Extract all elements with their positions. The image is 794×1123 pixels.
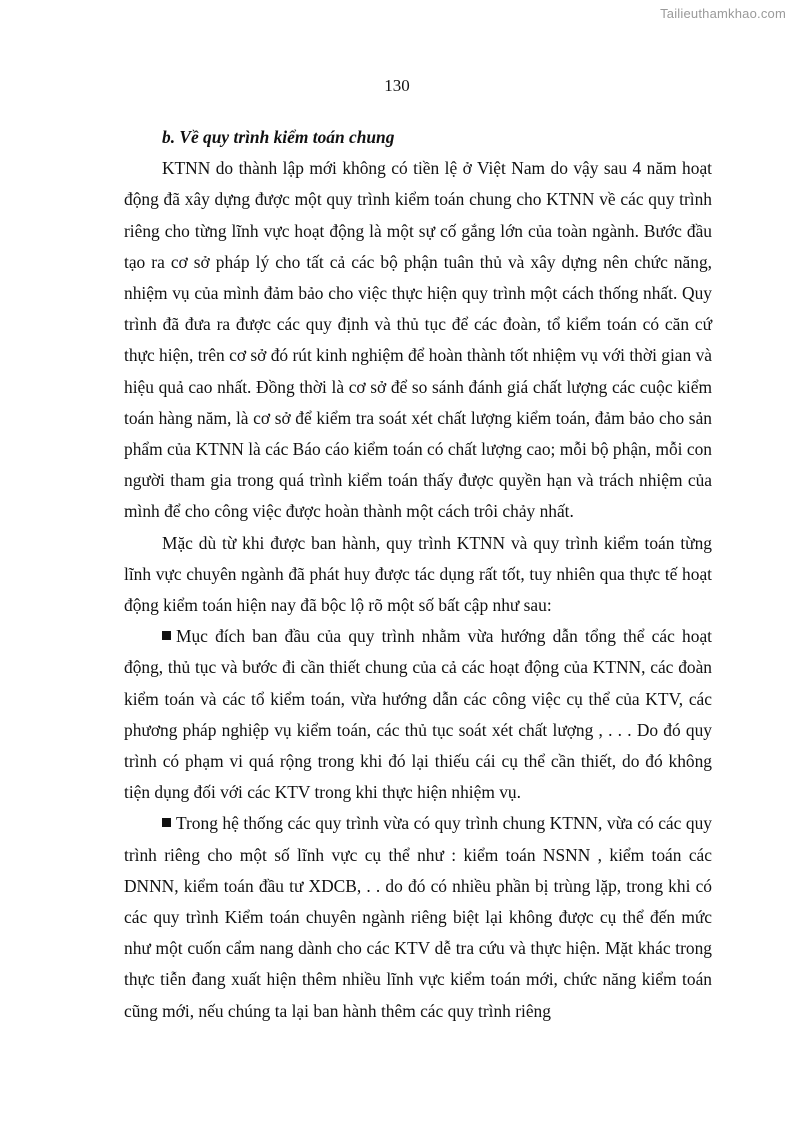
bullet-item xyxy=(124,808,712,1026)
bullet-text: Mục đích ban đầu của quy trình nhằm vừa hướng dẫn tổng thể các hoạt động, thủ tục và bước đi cần thiết chung của cả các hoạt động của KTNN, các đoàn kiểm toán và các tổ kiểm toán, vừa hướng dẫn các công việc cụ thể của KTV, các phương pháp nghiệp vụ kiểm toán, các thủ tục soát xét chất lượng , . . . Do đó quy trình có phạm vi quá rộng trong khi đó lại thiếu cái cụ thể cần thiết, do đó không tiện dụng đối với các KTV trong khi thực hiện nhiệm vụ. xyxy=(124,626,712,803)
section-heading: b. Về quy trình kiểm toán chung xyxy=(162,127,395,147)
watermark: Tailieuthamkhao.com xyxy=(660,6,786,21)
page-number: 130 xyxy=(384,76,410,95)
square-bullet-icon xyxy=(162,818,171,827)
bullet-item xyxy=(124,621,712,808)
paragraph: KTNN do thành lập mới không có tiền lệ ở Việt Nam do vậy sau 4 năm hoạt động đã xây dựng được một quy trình kiểm toán chung cho KTNN về các quy trình riêng cho từng lĩnh vực hoạt động là một sự cố gắng lớn của toàn ngành. Bước đầu tạo ra cơ sở pháp lý cho tất cả các bộ phận tuân thủ và xây dựng nên chức năng, nhiệm vụ của mình đảm bảo cho việc thực hiện quy trình một cách thống nhất. Quy trình đã đưa ra được các quy định và thủ tục để các đoàn, tổ kiểm toán có căn cứ thực hiện, trên cơ sở đó rút kinh nghiệm để hoàn thành tốt nhiệm vụ với thời gian và hiệu quả cao nhất. Đồng thời là cơ sở để so sánh đánh giá chất lượng các cuộc kiểm toán hàng năm, là cơ sở để kiểm tra soát xét chất lượng kiểm toán, đảm bảo cho sản phẩm của KTNN là các Báo cáo kiểm toán có chất lượng cao; mỗi bộ phận, mỗi con người tham gia trong quá trình kiểm toán thấy được quyền hạn và trách nhiệm của mình để cho công việc được hoàn thành một cách trôi chảy nhất. xyxy=(124,158,712,522)
document-body xyxy=(124,122,712,1027)
square-bullet-icon xyxy=(162,631,171,640)
bullet-text: Trong hệ thống các quy trình vừa có quy trình chung KTNN, vừa có các quy trình riêng cho một số lĩnh vực cụ thể như : kiểm toán NSNN , kiểm toán các DNNN, kiểm toán đầu tư XDCB, . . do đó có nhiều phần bị trùng lặp, trong khi có các quy trình Kiểm toán chuyên ngành riêng biệt lại không được cụ thể đến mức như một cuốn cẩm nang dành cho các KTV dễ tra cứu và thực hiện. Mặt khác trong thực tiễn đang xuất hiện thêm nhiều lĩnh vực kiểm toán mới, chức năng kiểm toán cũng mới, nếu chúng ta lại ban hành thêm các quy trình riêng xyxy=(124,813,712,1021)
paragraph: Mặc dù từ khi được ban hành, quy trình KTNN và quy trình kiểm toán từng lĩnh vực chuyên ngành đã phát huy được tác dụng rất tốt, tuy nhiên qua thực tế hoạt động kiểm toán hiện nay đã bộc lộ rõ một số bất cập như sau: xyxy=(124,532,712,616)
